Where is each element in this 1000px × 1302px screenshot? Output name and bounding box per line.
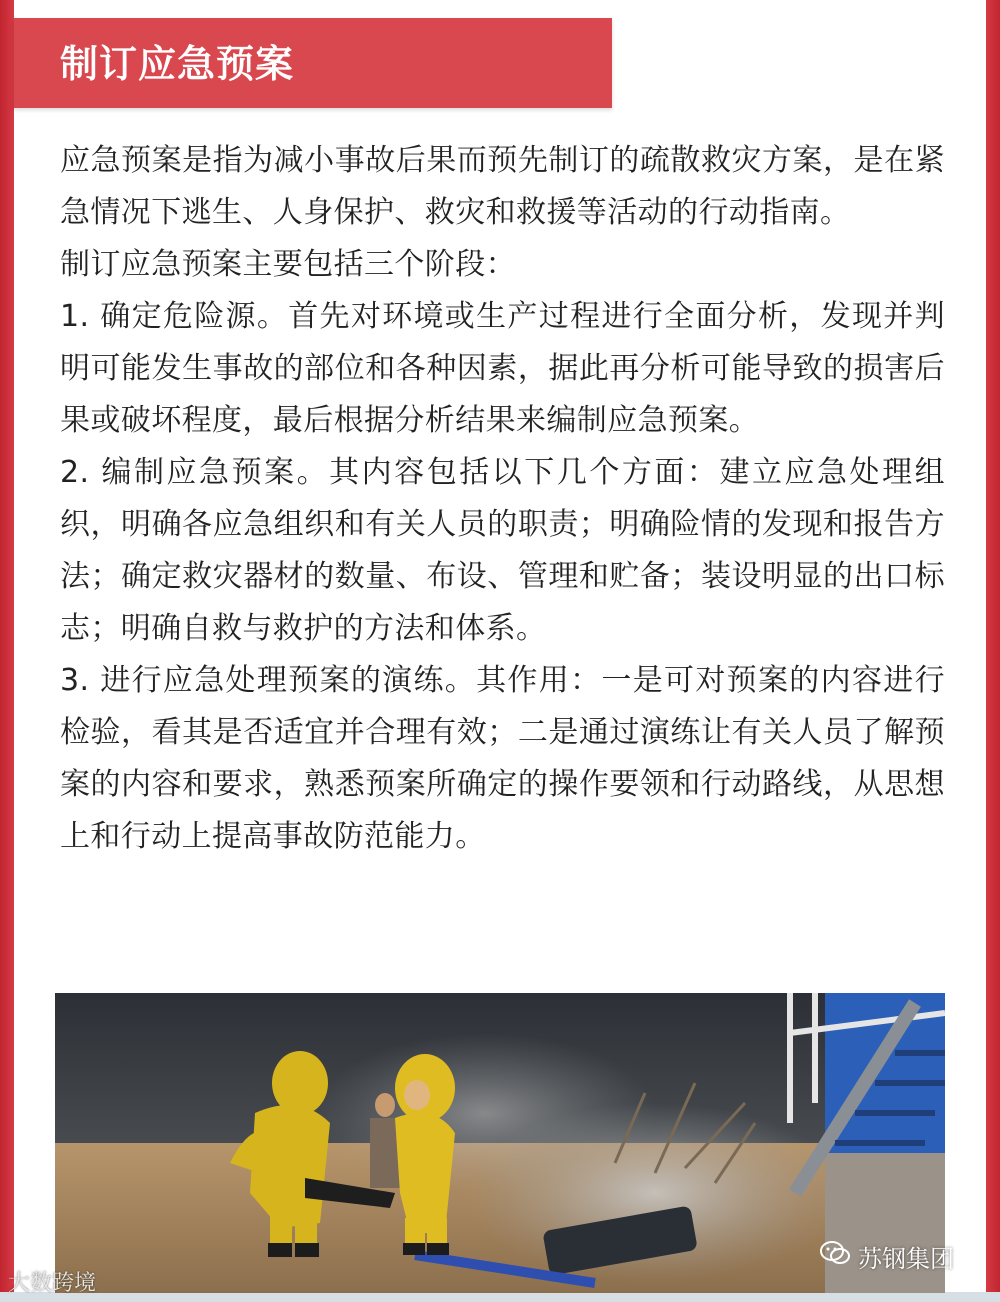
paragraph-intro: 应急预案是指为减小事故后果而预先制订的疏散救灾方案，是在紧急情况下逃生、人身保护、救灾和救援等活动的行动指南。 — [60, 143, 945, 230]
paragraph-step-3: 3. 进行应急处理预案的演练。其作用：一是可对预案的内容进行检验，看其是否适宜并合理有效；二是通过演练让有关人员了解预案的内容和要求，熟悉预案所确定的操作要领和行动路线，从思想上和行动上提高事故防范能力。 — [60, 663, 945, 854]
account-watermark — [820, 1236, 954, 1276]
source-watermark: 大数跨境 — [8, 1271, 97, 1296]
article-body — [60, 135, 945, 863]
paragraph-step-2: 2. 编制应急预案。其内容包括以下几个方面：建立应急处理组织，明确各应急组织和有关人员的职责；明确险情的发现和报告方法；确定救灾器材的数量、布设、管理和贮备；装设明显的出口标志；明确自救与救护的方法和体系。 — [60, 455, 945, 646]
emergency-drill-photo — [55, 993, 945, 1293]
right-frame — [986, 0, 1000, 1302]
bottom-frame — [0, 1292, 1000, 1302]
page-title: 制订应急预案 — [60, 42, 295, 86]
paragraph-stages: 制订应急预案主要包括三个阶段： — [60, 247, 516, 282]
account-name: 苏钢集团 — [858, 1244, 954, 1273]
wechat-icon — [820, 1240, 850, 1272]
left-frame — [0, 0, 14, 1302]
paragraph-step-1: 1. 确定危险源。首先对环境或生产过程进行全面分析，发现并判明可能发生事故的部位和各种因素，据此再分析可能导致的损害后果或破坏程度，最后根据分析结果来编制应急预案。 — [60, 299, 945, 438]
